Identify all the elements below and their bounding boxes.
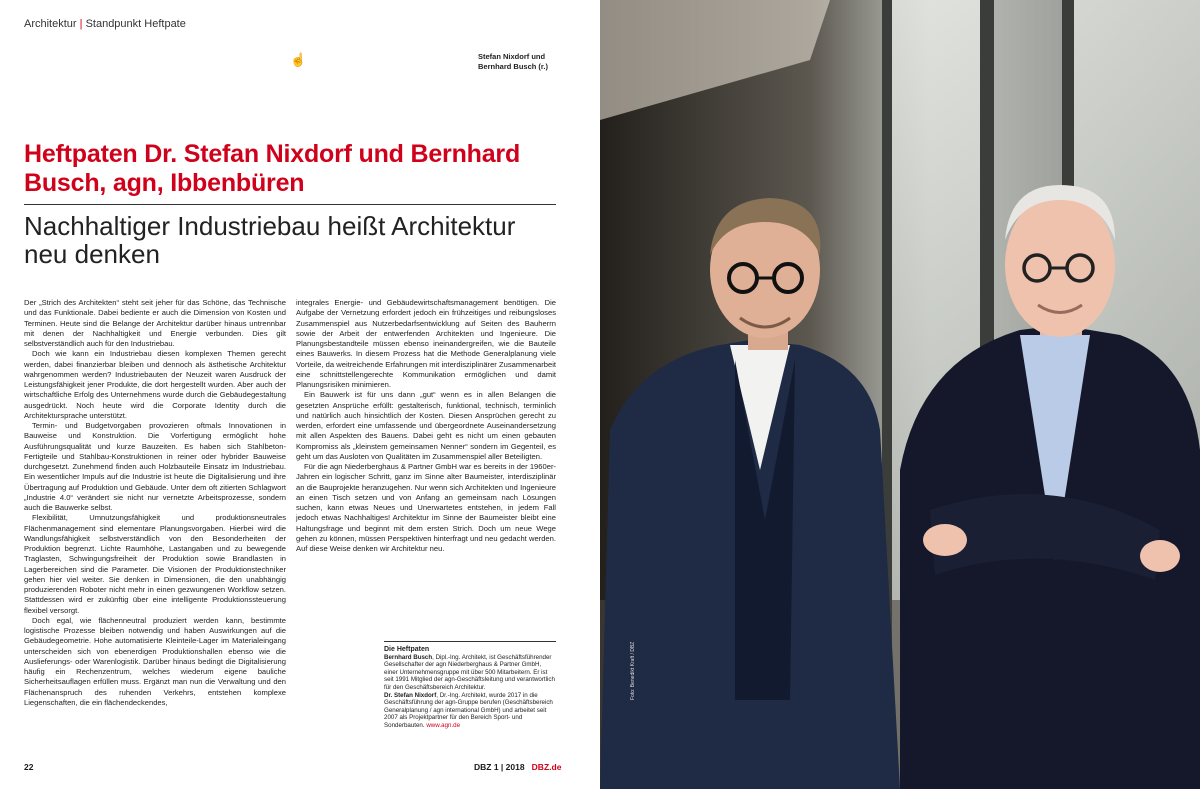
text-column-2 (296, 298, 556, 554)
issue-label: DBZ 1 | 2018 (474, 762, 525, 772)
paragraph: Für die agn Niederberghaus & Partner GmbH war es bereits in der 1960er-Jahren ein logischer Schritt, ganz im Sinne alter Baumeister, interdisziplinär an die Bauprojekte heranzugehen. Nur wenn sich Architekten und Ingenieure an einen Tisch setzen und von Anfang an gemeinsam nach Lösungen suchen, kann etwas Neues und Unerwartetes entstehen, in jedem Fall jedoch etwas Nachhaltiges! Architektur im Sinne der Baumeister bleibt eine Haltungsfrage und beginnt mit dem ersten Strich. Doch um neue Wege gehen zu können, müssen Perspektiven hinterfragt und neu gedacht werden. Auf diese Weise denken wir Architektur neu. (296, 462, 556, 553)
paragraph: integrales Energie- und Gebäudewirtschaftsmanagement benötigen. Die Aufgabe der Vernetzung erfordert jedoch ein frühzeitiges und reibungsloses Zusammenspiel aus Nutzerbedarfsentwicklung auf Seiten des Bauherrn sowie der Arbeit der entwerfenden Architekten und Ingenieure. Die Planungsbestandteile müssen ebenso ineinandergreifen, wie die Bauteile eines Bauwerks. In diesem Prozess hat die Methode Generalplanung viele Vorteile, da weitreichende Erfahrungen mit interdisziplinärer Zusammenarbeit eine schnittstellengerechte Kommunikation ermöglichen und damit Planungsrisiken minimieren. (296, 298, 556, 389)
author-bio-text: , Dipl.-Ing. Architekt, ist Geschäftsführender Gesellschafter der agn Niederberghaus & Partner GmbH, einer Unternehmensgruppe mit über 500 Mitarbeitern. Er ist seit 1991 Mitglied der agn-Geschäftsleitung und verantwortlich für den Geschäftsbereich Architektur. (384, 653, 555, 691)
portrait-photo (600, 0, 1200, 789)
website-link[interactable]: www.agn.de (426, 721, 461, 729)
author-info-box (384, 641, 556, 730)
title-divider (24, 204, 556, 205)
paragraph: Doch wie kann ein Industriebau diesen komplexen Themen gerecht werden, dabei finanzierbar bleiben und dennoch als ästhetische Architektur wahrgenommen werden? Industriebauten der Neuzeit waren Ausdruck der Leistungsfähigkeit jener Produkte, die dort hergestellt wurden. Aber auch der wirtschaftliche Erfolg des Unternehmens wurde durch die Gebäudegestaltung ausgedrückt. Noch heute wird die Corporate Identity durch die Architektursprache unterstützt. (24, 349, 286, 420)
article-subtitle: Nachhaltiger Industriebau heißt Architektur neu denken (24, 211, 516, 269)
paragraph: Flexibilität, Umnutzungsfähigkeit und produktionsneutrales Flächenmanagement sind elementare Planungsvorgaben. Hierbei wird die Wandlungsfähigkeit selbstverständlich von den Besonderheiten der Produktion begrenzt. Lichte Raumhöhe, Lastangaben und zu bewegende Traglasten, Schwingungsfreiheit der Produktion sowie Brandlasten in Lagerbereichen sind die Parameter. Die Visionen der Produktionstechniker gehen hier viel weiter. Sie denken in Dimensionen, die den unabhängig produzierenden Roboter nicht mehr in einen gezwungenen Workflow setzen. Stattdessen wird er zukünftig über eine intelligente Produktionssteuerung flexibel versorgt. (24, 513, 286, 615)
paragraph: Ein Bauwerk ist für uns dann „gut“ wenn es in allen Belangen die gesetzten Ansprüche erfüllt: gestalterisch, funktional, technisch, terminlich und natürlich auch hinsichtlich der Kosten. Diesen Ansprüchen gerecht zu werden, erfordert eine umfassende und übergeordnete Auseinandersetzung mit allen Aspekten des Bauens. Dabei geht es nicht um einen gebauten Kompromiss als „kleinstem gemeinsamen Nenner“ sondern im Gegenteil, es geht um das Ausloten von Qualitäten im Zusammenspiel aller Beteiligten. (296, 390, 556, 461)
section-topic: Standpunkt Heftpate (85, 18, 186, 30)
magazine-footer (474, 762, 561, 772)
text-column-1 (24, 298, 286, 708)
author-bio-2 (384, 692, 556, 730)
photo-credit: Foto: Benedikt Kraft / DBZ (630, 641, 636, 700)
section-separator: | (76, 18, 86, 30)
author-bio-text: , Dr.-Ing. Architekt, wurde 2017 in die Geschäftsführung der agn-Gruppe berufen (Geschäftsbereich Generalplanung / agn international GmbH) und arbeitet seit 2007 als Projektpartner für den Bereich Sport- und Sonderbauten. (384, 691, 553, 729)
section-header (24, 18, 186, 30)
author-name: Bernhard Busch (384, 653, 433, 661)
section-label: Architektur (24, 18, 77, 30)
magazine-site-link[interactable]: DBZ.de (531, 762, 562, 772)
photo-illustration (600, 0, 1200, 789)
article-title: Heftpaten Dr. Stefan Nixdorf und Bernhard Busch, agn, Ibbenbüren (24, 140, 521, 197)
photo-caption-line2: Bernhard Busch (r.) (478, 62, 549, 71)
photo-caption-line1: Stefan Nixdorf und (478, 52, 546, 61)
paragraph: Termin- und Budgetvorgaben provozieren oftmals Innovationen in Bauweise und Konstruktion. Die Vorfertigung ermöglicht hohe Ausführungsqualität und kurze Bauzeiten. Es haben sich Stahlbeton-Fertigteile und Stahlbau-Konstruktionen in reiner oder hybrider Bauweise durchgesetzt. Zunehmend finden auch Holzbauteile Einsatz im Industriebau. Ein wesentlicher Impuls auf die Industrie ist heute die Digitalisierung und ihre Übertragung auf Produktion und Gebäude. Unter dem oft zitierten Schlagwort „Industrie 4.0“ verändert sie nicht nur vernetzte Arbeitsprozesse, sondern auch die Bauwerke selbst. (24, 421, 286, 512)
page-number: 22 (24, 762, 34, 772)
box-heading: Die Heftpaten (384, 646, 430, 653)
hand-cursor-icon: ☝ (290, 52, 307, 67)
paragraph: Der „Strich des Architekten“ steht seit jeher für das Schöne, das Technische und das Funktionale. Dabei bediente er auch die Dimension von Kosten und Terminen. Heute sind die Belange der Architektur darüber hinaus untrennbar mit denen der Nachhaltigkeit und Energie verbunden. Dies gilt selbstverständlich auch für den Industriebau. (24, 298, 286, 348)
author-bio-1 (384, 654, 556, 692)
photo-caption (478, 52, 548, 72)
author-name: Dr. Stefan Nixdorf (384, 691, 437, 699)
paragraph: Doch egal, wie flächenneutral produziert werden kann, bestimmte logistische Prozesse bleiben notwendig und haben Auswirkungen auf die Gebäudegeometrie. Hohe automatisierte Kleinteile-Lager im Materialeingang unterscheiden sich von ebenerdigen Produktionshallen ebenso wie die Auslieferungs- oder Warenlogistik. Darüber hinaus bedingt die Digitalisierung häufig ein Rechenzentrum, welches wiederum eigene bauliche Sicherheitsauflagen erfüllen muss. Ergänzt man nun die Verwaltung und den Flächenanspruch des ruhenden Verkehrs, entstehen komplexe Liegenschaften, die ein flächendeckendes, (24, 615, 286, 707)
